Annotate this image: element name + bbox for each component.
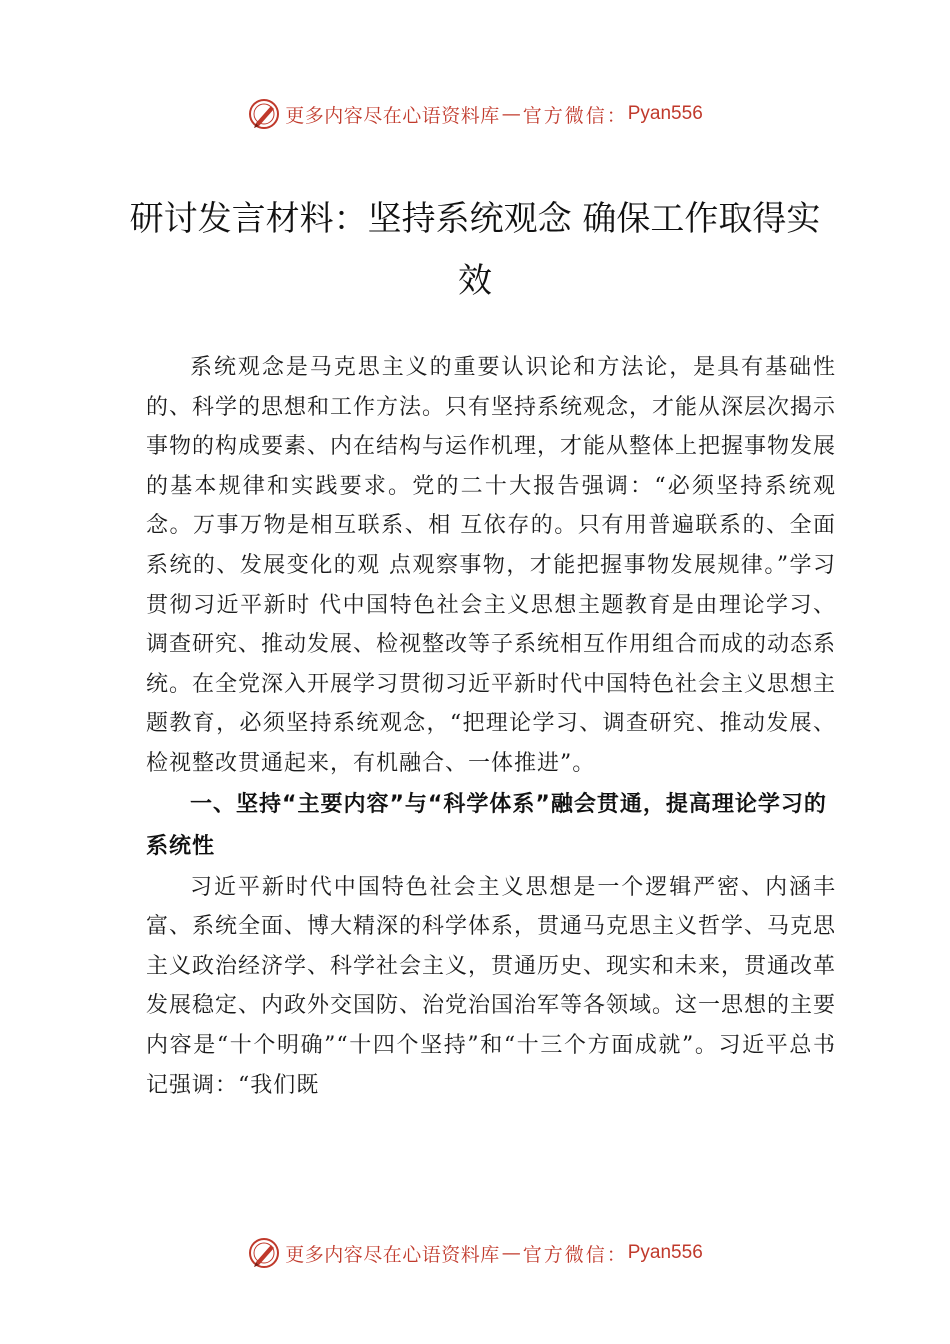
banner-separator: —	[501, 1242, 521, 1264]
document-body	[146, 348, 836, 1105]
footer-banner	[0, 1233, 950, 1273]
brand-text: 更多内容尽在心语资料库	[285, 1243, 500, 1266]
brand-text: 更多内容尽在心语资料库	[285, 104, 500, 127]
pen-logo-icon	[247, 1236, 281, 1270]
wechat-label: 官方微信：	[522, 1243, 628, 1266]
document-title: 研讨发言材料：坚持系统观念 确保工作取得实效	[129, 199, 821, 301]
section-heading-1: 一、坚持“主要内容”与“科学体系”融会贯通，提高理论学习的系统性	[146, 791, 827, 859]
banner-separator: —	[501, 103, 521, 125]
wechat-id: Pyan556	[627, 1242, 703, 1263]
body-paragraph-2: 习近平新时代中国特色社会主义思想是一个逻辑严密、内涵丰富、系统全面、博大精深的科学体系，贯通马克思主义哲学、马克思主义政治经济学、科学社会主义，贯通历史、现实和未来，贯通改革发展稳定、内政外交国防、治党治国治军等各领域。这一思想的主要内容是“十个明确”“十四个坚持”和“十三个方面成就”。习近平总书记强调：“我们既	[146, 874, 837, 1098]
body-paragraph-1: 系统观念是马克思主义的重要认识论和方法论，是具有基础性的、科学的思想和工作方法。只有坚持系统观念，才能从深层次揭示事物的构成要素、内在结构与运作机理，才能从整体上把握事物发展的基本规律和实践要求。党的二十大报告强调：“必须坚持系统观念。万事万物是相互联系、相 互依存的。只有用普遍联系的、全面系统的、发展变化的观 点观察事物，才能把握事物发展规律。”学习贯彻习近平新时 代中国特色社会主义思想主题教育是由理论学习、调查研究、推动发展、检视整改等子系统相互作用组合而成的动态系统。在全党深入开展学习贯彻习近平新时代中国特色社会主义思想主题教育，必须坚持系统观念，“把理论学习、调查研究、推动发展、检视整改贯通起来，有机融合、一体推进”。	[146, 355, 837, 776]
pen-logo-icon	[247, 97, 281, 131]
header-banner	[0, 94, 950, 134]
wechat-label: 官方微信：	[522, 104, 628, 127]
wechat-id: Pyan556	[627, 103, 703, 124]
